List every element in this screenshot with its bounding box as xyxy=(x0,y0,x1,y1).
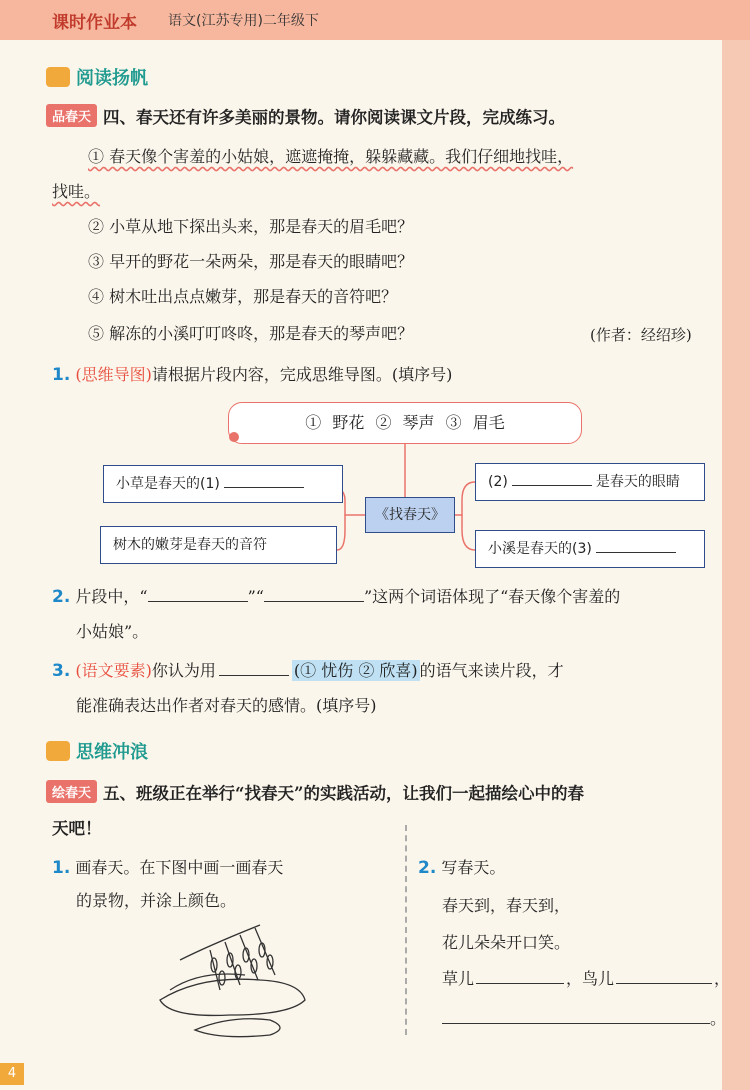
question-5-title-cont: 天吧！ xyxy=(52,819,102,838)
question-4-1: 1. (思维导图)请根据片段内容，完成思维导图。(填序号) xyxy=(52,365,453,385)
poem-line-2: 花儿朵朵开口笑。 xyxy=(442,933,571,952)
mindmap-options: ① 野花 ② 琴声 ③ 眉毛 xyxy=(228,402,582,444)
passage-paragraph-1-cont: 找哇。 xyxy=(52,182,101,201)
tag-spring-drawing: 绘春天 xyxy=(46,780,97,803)
question-4-title: 品春天 四、春天还有许多美丽的景物。请你阅读课文片段，完成练习。 xyxy=(46,104,565,128)
mindmap-box-tree: 树木的嫩芽是春天的音符 xyxy=(100,526,337,564)
question-5-1-cont: 的景物，并涂上颜色。 xyxy=(76,891,237,910)
mindmap-center: 《找春天》 xyxy=(365,497,455,533)
passage-paragraph-5: ⑤ 解冻的小溪叮叮咚咚，那是春天的琴声吧？ xyxy=(88,324,414,343)
author-credit: (作者：经绍珍) xyxy=(590,326,692,344)
question-5-2: 2. 写春天。 xyxy=(418,858,506,878)
tone-options: (① 忧伤 ② 欣喜) xyxy=(293,661,418,680)
blank-bird[interactable] xyxy=(616,983,712,984)
page-number: 4 xyxy=(0,1063,24,1085)
mindmap-box-grass: 小草是春天的(1) xyxy=(103,465,343,503)
question-4-2-cont: 小姑娘”。 xyxy=(76,622,149,641)
blank-word-1[interactable] xyxy=(148,601,248,602)
poem-line-3: 草儿 ，鸟儿 ， xyxy=(442,969,731,988)
column-divider xyxy=(405,825,407,1035)
passage-paragraph-3: ③ 早开的野花一朵两朵，那是春天的眼睛吧？ xyxy=(88,252,414,271)
willow-drawing[interactable] xyxy=(140,920,310,1040)
blank-last-line[interactable] xyxy=(442,1023,710,1024)
blank-1[interactable] xyxy=(224,487,304,488)
section-reading-title: 阅读扬帆 xyxy=(46,64,148,90)
blank-word-2[interactable] xyxy=(264,601,364,602)
mindmap-box-flower: (2) 是春天的眼睛 xyxy=(475,463,705,501)
passage-paragraph-1: ① 春天像个害羞的小姑娘，遮遮掩掩，躲躲藏藏。我们仔细地找哇， xyxy=(88,147,574,166)
question-4-3: 3. (语文要素)你认为用 (① 忧伤 ② 欣喜) 的语气来读片段，才 xyxy=(52,661,564,681)
blank-tone[interactable] xyxy=(219,675,289,676)
passage-paragraph-4: ④ 树木吐出点点嫩芽，那是春天的音符吧？ xyxy=(88,287,398,306)
brand-title: 课时作业本 xyxy=(52,13,137,33)
mindmap-box-stream: 小溪是春天的(3) xyxy=(475,530,705,568)
blank-3[interactable] xyxy=(596,552,676,553)
passage-paragraph-2: ② 小草从地下探出头来，那是春天的眉毛吧？ xyxy=(88,217,414,236)
poem-line-1: 春天到，春天到， xyxy=(442,896,571,915)
blank-2[interactable] xyxy=(512,485,592,486)
question-4-3-cont: 能准确表达出作者对春天的感情。(填序号) xyxy=(76,696,377,715)
blank-grass[interactable] xyxy=(476,983,564,984)
question-4-2: 2. 片段中，“ ”“ ”这两个词语体现了“春天像个害羞的 xyxy=(52,587,621,607)
wave-icon xyxy=(46,741,70,761)
subject-label: 语文(江苏专用)二年级下 xyxy=(168,13,319,29)
tag-spring-appreciation: 品春天 xyxy=(46,104,97,127)
question-5-title: 绘春天 五、班级正在举行“找春天”的实践活动，让我们一起描绘心中的春 xyxy=(46,780,736,804)
poem-line-4: 。 xyxy=(442,1008,726,1030)
section-thinking-title: 思维冲浪 xyxy=(46,738,148,764)
question-5-1: 1. 画春天。在下图中画一画春天 xyxy=(52,858,284,878)
